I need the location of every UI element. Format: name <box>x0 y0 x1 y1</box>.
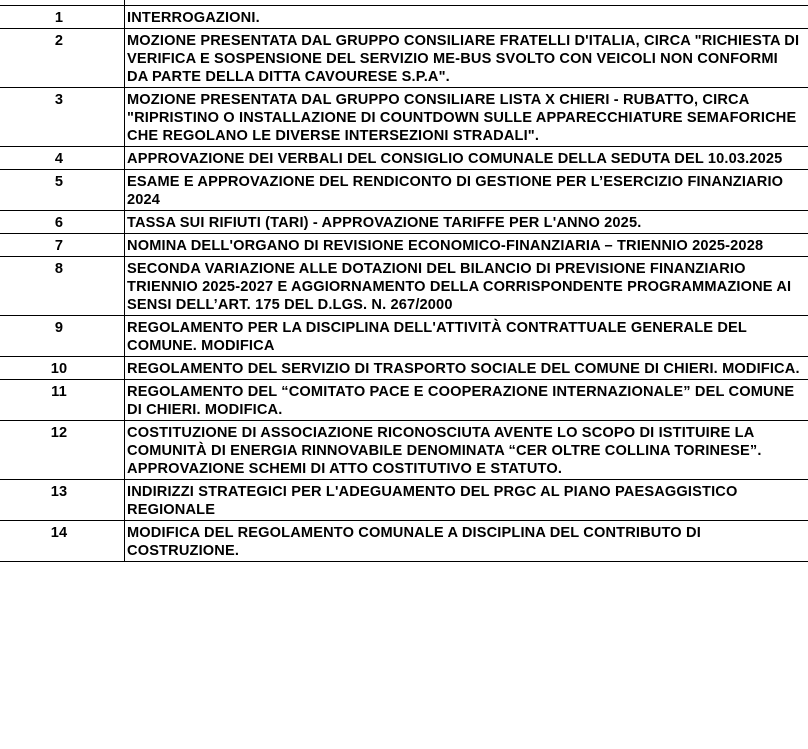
agenda-item-number: 7 <box>0 234 125 257</box>
agenda-item-number: 13 <box>0 480 125 521</box>
agenda-item-number: 2 <box>0 29 125 88</box>
agenda-item-number: 9 <box>0 316 125 357</box>
agenda-item-number: 5 <box>0 170 125 211</box>
agenda-row <box>0 170 808 211</box>
agenda-item-text: SECONDA VARIAZIONE ALLE DOTAZIONI DEL BILANCIO DI PREVISIONE FINANZIARIO TRIENNIO 2025-2027 E AGGIORNAMENTO DELLA CORRISPONDENTE PROGRAMMAZIONE AI SENSI DELL’ART. 175 DEL D.LGS. N. 267/2000 <box>125 257 808 316</box>
agenda-row <box>0 147 808 170</box>
agenda-item-text: COSTITUZIONE DI ASSOCIAZIONE RICONOSCIUTA AVENTE LO SCOPO DI ISTITUIRE LA COMUNITÀ DI ENERGIA RINNOVABILE DENOMINATA “CER OLTRE COLLINA TORINESE”. APPROVAZIONE SCHEMI DI ATTO COSTITUTIVO E STATUTO. <box>125 421 808 480</box>
agenda-row <box>0 316 808 357</box>
agenda-item-number: 12 <box>0 421 125 480</box>
agenda-item-number: 10 <box>0 357 125 380</box>
agenda-item-text: MOZIONE PRESENTATA DAL GRUPPO CONSILIARE FRATELLI D'ITALIA, CIRCA "RICHIESTA DI VERIFICA E SOSPENSIONE DEL SERVIZIO ME-BUS SVOLTO CON VEICOLI NON CONFORMI DA PARTE DELLA DITTA CAVOURESE S.P.A". <box>125 29 808 88</box>
agenda-item-number: 14 <box>0 521 125 562</box>
agenda-row <box>0 380 808 421</box>
agenda-item-number: 8 <box>0 257 125 316</box>
agenda-item-text: ESAME E APPROVAZIONE DEL RENDICONTO DI GESTIONE PER L’ESERCIZIO FINANZIARIO 2024 <box>125 170 808 211</box>
agenda-row <box>0 257 808 316</box>
agenda-row <box>0 29 808 88</box>
agenda-item-number: 11 <box>0 380 125 421</box>
agenda-item-text: INDIRIZZI STRATEGICI PER L'ADEGUAMENTO DEL PRGC AL PIANO PAESAGGISTICO REGIONALE <box>125 480 808 521</box>
agenda-row <box>0 521 808 562</box>
agenda-item-number: 3 <box>0 88 125 147</box>
agenda-row <box>0 88 808 147</box>
agenda-item-text: NOMINA DELL'ORGANO DI REVISIONE ECONOMICO-FINANZIARIA – TRIENNIO 2025-2028 <box>125 234 808 257</box>
agenda-item-text: REGOLAMENTO DEL SERVIZIO DI TRASPORTO SOCIALE DEL COMUNE DI CHIERI. MODIFICA. <box>125 357 808 380</box>
agenda-item-text: TASSA SUI RIFIUTI (TARI) - APPROVAZIONE TARIFFE PER L'ANNO 2025. <box>125 211 808 234</box>
agenda-item-number: 6 <box>0 211 125 234</box>
agenda-row <box>0 211 808 234</box>
agenda-item-text: APPROVAZIONE DEI VERBALI DEL CONSIGLIO COMUNALE DELLA SEDUTA DEL 10.03.2025 <box>125 147 808 170</box>
agenda-item-number: 1 <box>0 6 125 29</box>
agenda-item-number: 4 <box>0 147 125 170</box>
agenda-item-text: REGOLAMENTO DEL “COMITATO PACE E COOPERAZIONE INTERNAZIONALE” DEL COMUNE DI CHIERI. MODIFICA. <box>125 380 808 421</box>
agenda-item-text: MODIFICA DEL REGOLAMENTO COMUNALE A DISCIPLINA DEL CONTRIBUTO DI COSTRUZIONE. <box>125 521 808 562</box>
agenda-row <box>0 421 808 480</box>
agenda-row <box>0 480 808 521</box>
agenda-row <box>0 234 808 257</box>
agenda-row <box>0 357 808 380</box>
agenda-item-text: INTERROGAZIONI. <box>125 6 808 29</box>
agenda-item-text: MOZIONE PRESENTATA DAL GRUPPO CONSILIARE LISTA X CHIERI - RUBATTO, CIRCA "RIPRISTINO O INSTALLAZIONE DI COUNTDOWN SULLE APPARECCHIATURE SEMAFORICHE CHE REGOLANO LE DIVERSE INTERSEZIONI STRADALI". <box>125 88 808 147</box>
agenda-row <box>0 6 808 29</box>
agenda-item-text: REGOLAMENTO PER LA DISCIPLINA DELL'ATTIVITÀ CONTRATTUALE GENERALE DEL COMUNE. MODIFICA <box>125 316 808 357</box>
